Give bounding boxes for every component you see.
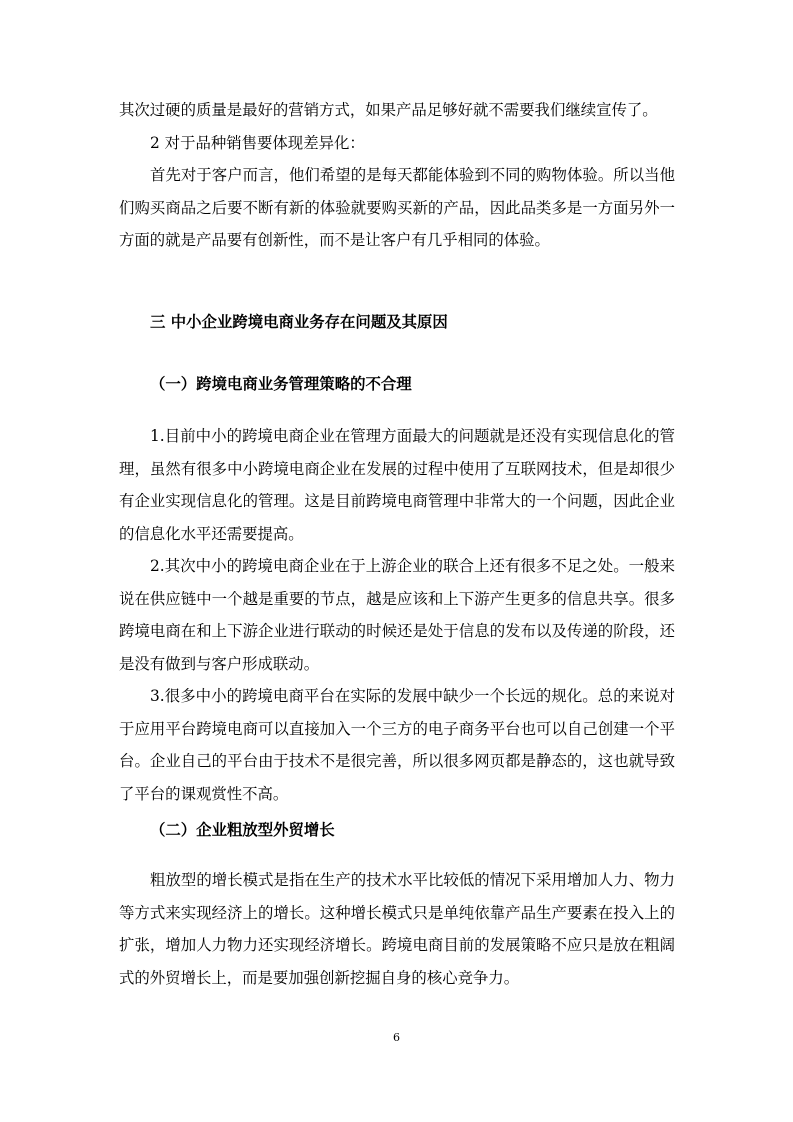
paragraph-variety-body: 首先对于客户而言，他们希望的是每天都能体验到不同的购物体验。所以当他们购买商品之后要不断有新的体验就要购买新的产品，因此品类多是一方面另外一方面的就是产品要有创新性，而不是让客户有几乎相同的体验。 <box>119 166 675 249</box>
paragraph-item-2: 2.其次中小的跨境电商企业在于上游企业的联合上还有很多不足之处。一般来说在供应链中一个越是重要的节点，越是应该和上下游产生更多的信息共享。很多跨境电商在和上下游企业进行联动的时候还是处于信息的发布以及传递的阶段，还是没有做到与客户形成联动。 <box>119 557 675 673</box>
paragraph-variety-heading: 2 对于品种销售要体现差异化： <box>150 133 365 152</box>
page-number: 6 <box>393 1031 400 1044</box>
paragraph-item-1: 1.目前中小的跨境电商企业在管理方面最大的问题就是还没有实现信息化的管理，虽然有很多中小跨境电商企业在发展的过程中使用了互联网技术，但是却很少有企业实现信息化的管理。这是目前跨境电商管理中非常大的一个问题，因此企业的信息化水平还需要提高。 <box>119 427 675 543</box>
subsection-1-body <box>119 420 675 810</box>
subsection-heading-1: （一）跨境电商业务管理策略的不合理 <box>150 375 412 393</box>
subsection-heading-2: （二）企业粗放型外贸增长 <box>150 821 335 839</box>
intro-block <box>119 94 675 257</box>
section-heading: 三 中小企业跨境电商业务存在问题及其原因 <box>150 313 448 331</box>
paragraph-extensive-growth: 粗放型的增长模式是指在生产的技术水平比较低的情况下采用增加人力、物力等方式来实现经济上的增长。这种增长模式只是单纯依靠产品生产要素在投入上的扩张，增加人力物力还实现经济增长。跨境电商目前的发展策略不应只是放在粗阔式的外贸增长上，而是要加强创新挖掘自身的核心竞争力。 <box>119 871 675 987</box>
paragraph-item-3: 3.很多中小的跨境电商平台在实际的发展中缺少一个长远的规化。总的来说对于应用平台跨境电商可以直接加入一个三方的电子商务平台也可以自己创建一个平台。企业自己的平台由于技术不是很完善，所以很多网页都是静态的，这也就导致了平台的课观赏性不高。 <box>119 687 675 803</box>
subsection-2-body <box>119 864 675 994</box>
paragraph-quality: 其次过硬的质量是最好的营销方式，如果产品足够好就不需要我们继续宣传了。 <box>119 101 658 119</box>
